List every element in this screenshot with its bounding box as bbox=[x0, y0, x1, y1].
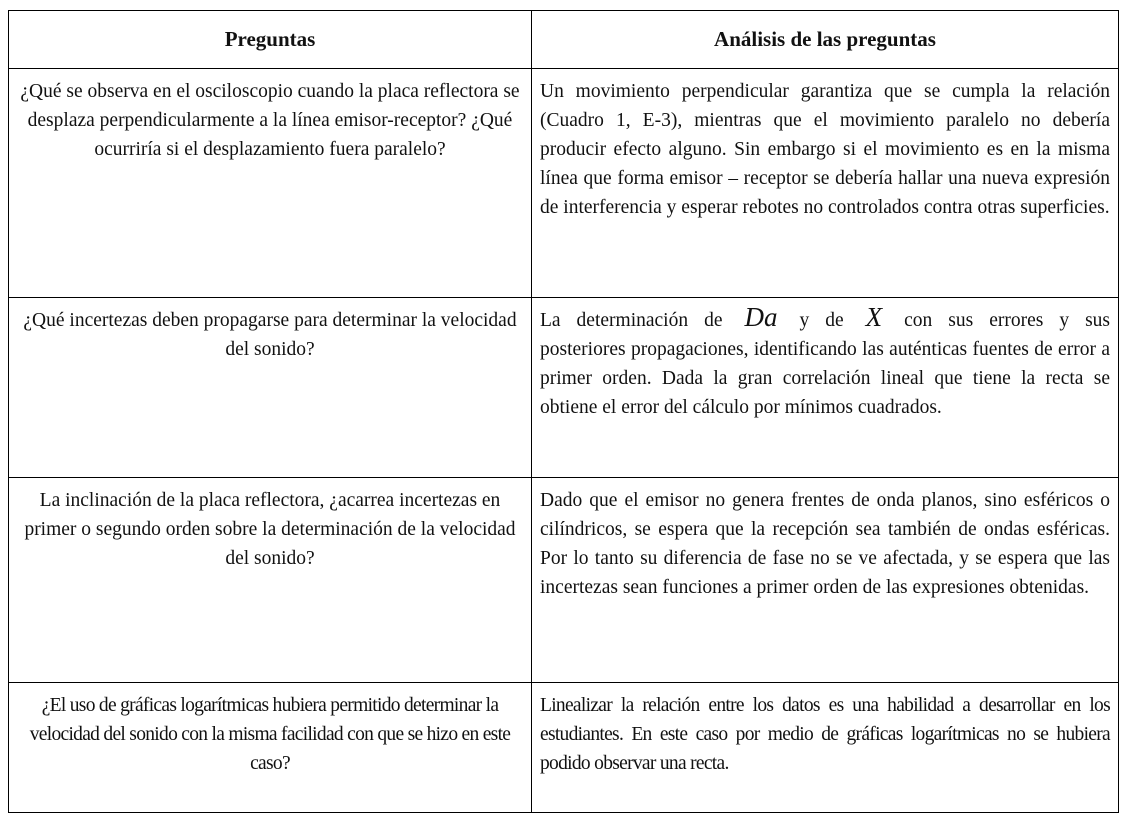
question-cell: ¿Qué se observa en el osciloscopio cuando la placa reflectora se desplaza perpendicularmente a la línea emisor-receptor? ¿Qué ocurriría si el desplazamiento fuera paralelo? bbox=[9, 69, 532, 298]
header-analysis: Análisis de las preguntas bbox=[532, 11, 1119, 69]
table-row bbox=[9, 683, 1119, 813]
analysis-text-before: La determinación de bbox=[540, 310, 723, 331]
questions-analysis-table bbox=[8, 10, 1119, 813]
analysis-cell bbox=[532, 298, 1119, 478]
analysis-cell: Un movimiento perpendicular garantiza que se cumpla la relación (Cuadro 1, E-3), mientras que el movimiento paralelo no debería producir efecto alguno. Sin embargo si el movimiento es en la misma línea que forma emisor – receptor se debería hallar una nueva expresión de interferencia y esperar rebotes no controlados contra otras superficies. bbox=[532, 69, 1119, 298]
math-variable-x: X bbox=[865, 302, 883, 332]
header-questions: Preguntas bbox=[9, 11, 532, 69]
table-row bbox=[9, 478, 1119, 683]
table-row bbox=[9, 69, 1119, 298]
analysis-text-middle: y de bbox=[799, 310, 844, 331]
header-row bbox=[9, 11, 1119, 69]
analysis-cell: Dado que el emisor no genera frentes de onda planos, sino esféricos o cilíndricos, se espera que la recepción sea también de ondas esféricas. Por lo tanto su diferencia de fase no se ve afectada, y se espera que las incertezas sean funciones a primer orden de las expresiones obtenidas. bbox=[532, 478, 1119, 683]
question-cell: ¿Qué incertezas deben propagarse para determinar la velocidad del sonido? bbox=[9, 298, 532, 478]
analysis-text-after: con sus errores y sus posteriores propagaciones, identificando las auténticas fuentes de error a primer orden. Dada la gran correlación lineal que tiene la recta se obtiene el error del cálculo por mínimos cuadrados. bbox=[540, 310, 1111, 418]
question-cell: La inclinación de la placa reflectora, ¿acarrea incertezas en primer o segundo orden sobre la determinación de la velocidad del sonido? bbox=[9, 478, 532, 683]
table-row bbox=[9, 298, 1119, 478]
analysis-cell: Linealizar la relación entre los datos es una habilidad a desarrollar en los estudiantes. En este caso por medio de gráficas logarítmicas no se hubiera podido observar una recta. bbox=[532, 683, 1119, 813]
question-cell: ¿El uso de gráficas logarítmicas hubiera permitido determinar la velocidad del sonido con la misma facilidad con que se hizo en este caso? bbox=[9, 683, 532, 813]
math-variable-da: Da bbox=[744, 302, 778, 332]
